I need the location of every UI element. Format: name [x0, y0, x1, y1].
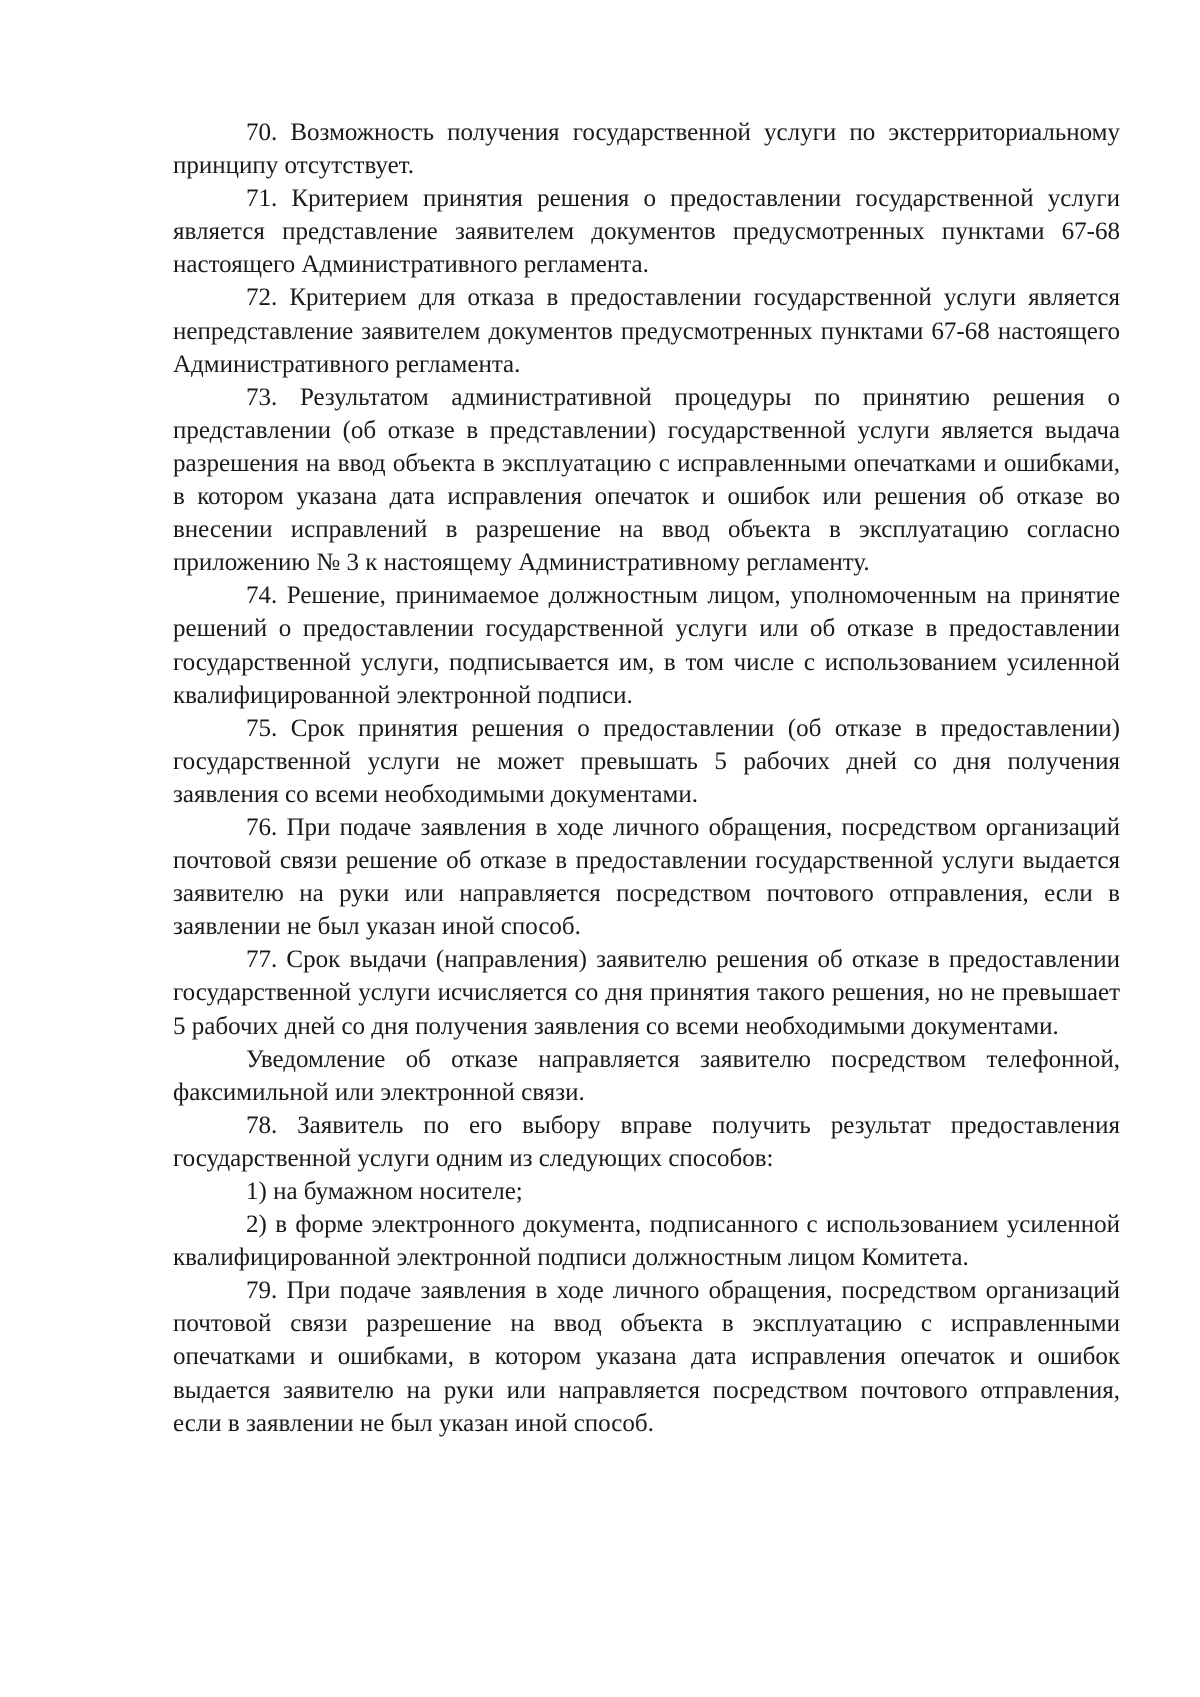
paragraph-78: 78. Заявитель по его выбору вправе получить результат предоставления государственной услуги одним из следующих способов:: [173, 1111, 1120, 1172]
paragraph-75: 75. Срок принятия решения о предоставлении (об отказе в предоставлении) государственной услуги не может превышать 5 рабочих дней со дня получения заявления со всеми необходимыми документами.: [173, 714, 1120, 808]
paragraph-78-option-1: 1) на бумажном носителе;: [246, 1178, 523, 1205]
paragraph-72: 72. Критерием для отказа в предоставлении государственной услуги является непредставление заявителем документов предусмотренных пунктами 67-68 настоящего Административного регламента.: [173, 284, 1120, 378]
paragraph-77-notice: Уведомление об отказе направляется заявителю посредством телефонной, факсимильной или электронной связи.: [173, 1045, 1120, 1106]
paragraph-76: 76. При подаче заявления в ходе личного обращения, посредством организаций почтовой связи решение об отказе в предоставлении государственной услуги выдается заявителю на руки или направляется посредством почтового отправления, если в заявлении не был указан иной способ.: [173, 813, 1120, 941]
paragraph-74: 74. Решение, принимаемое должностным лицом, уполномоченным на принятие решений о предоставлении государственной услуги или об отказе в предоставлении государственной услуги, подписывается им, в том числе с использованием усиленной квалифицированной электронной подписи.: [173, 582, 1120, 709]
paragraph-77: 77. Срок выдачи (направления) заявителю решения об отказе в предоставлении государственной услуги исчисляется со дня принятия такого решения, но не превышает 5 рабочих дней со дня получения заявления со всеми необходимыми документами.: [173, 946, 1120, 1040]
paragraph-79: 79. При подаче заявления в ходе личного обращения, посредством организаций почтовой связи разрешение на ввод объекта в эксплуатацию с исправленными опечатками и ошибками, в котором указана дата исправления опечаток и ошибок выдается заявителю на руки или направляется посредством почтового отправления, если в заявлении не был указан иной способ.: [173, 1277, 1120, 1437]
paragraph-70: 70. Возможность получения государственной услуги по экстерриториальному принципу отсутствует.: [173, 119, 1120, 180]
paragraph-73: 73. Результатом административной процедуры по принятию решения о представлении (об отказе в представлении) государственной услуги является выдача разрешения на ввод объекта в эксплуатацию с исправленными опечатками и ошибками, в котором указана дата исправления опечаток и ошибок или решения об отказе во внесении исправлений в разрешение на ввод объекта в эксплуатацию согласно приложению № 3 к настоящему Административному регламенту.: [173, 383, 1120, 577]
paragraph-78-option-2: 2) в форме электронного документа, подписанного с использованием усиленной квалифицированной электронной подписи должностным лицом Комитета.: [173, 1211, 1120, 1272]
document-body: [173, 116, 1120, 1440]
paragraph-71: 71. Критерием принятия решения о предоставлении государственной услуги является представление заявителем документов предусмотренных пунктами 67-68 настоящего Административного регламента.: [173, 185, 1120, 279]
